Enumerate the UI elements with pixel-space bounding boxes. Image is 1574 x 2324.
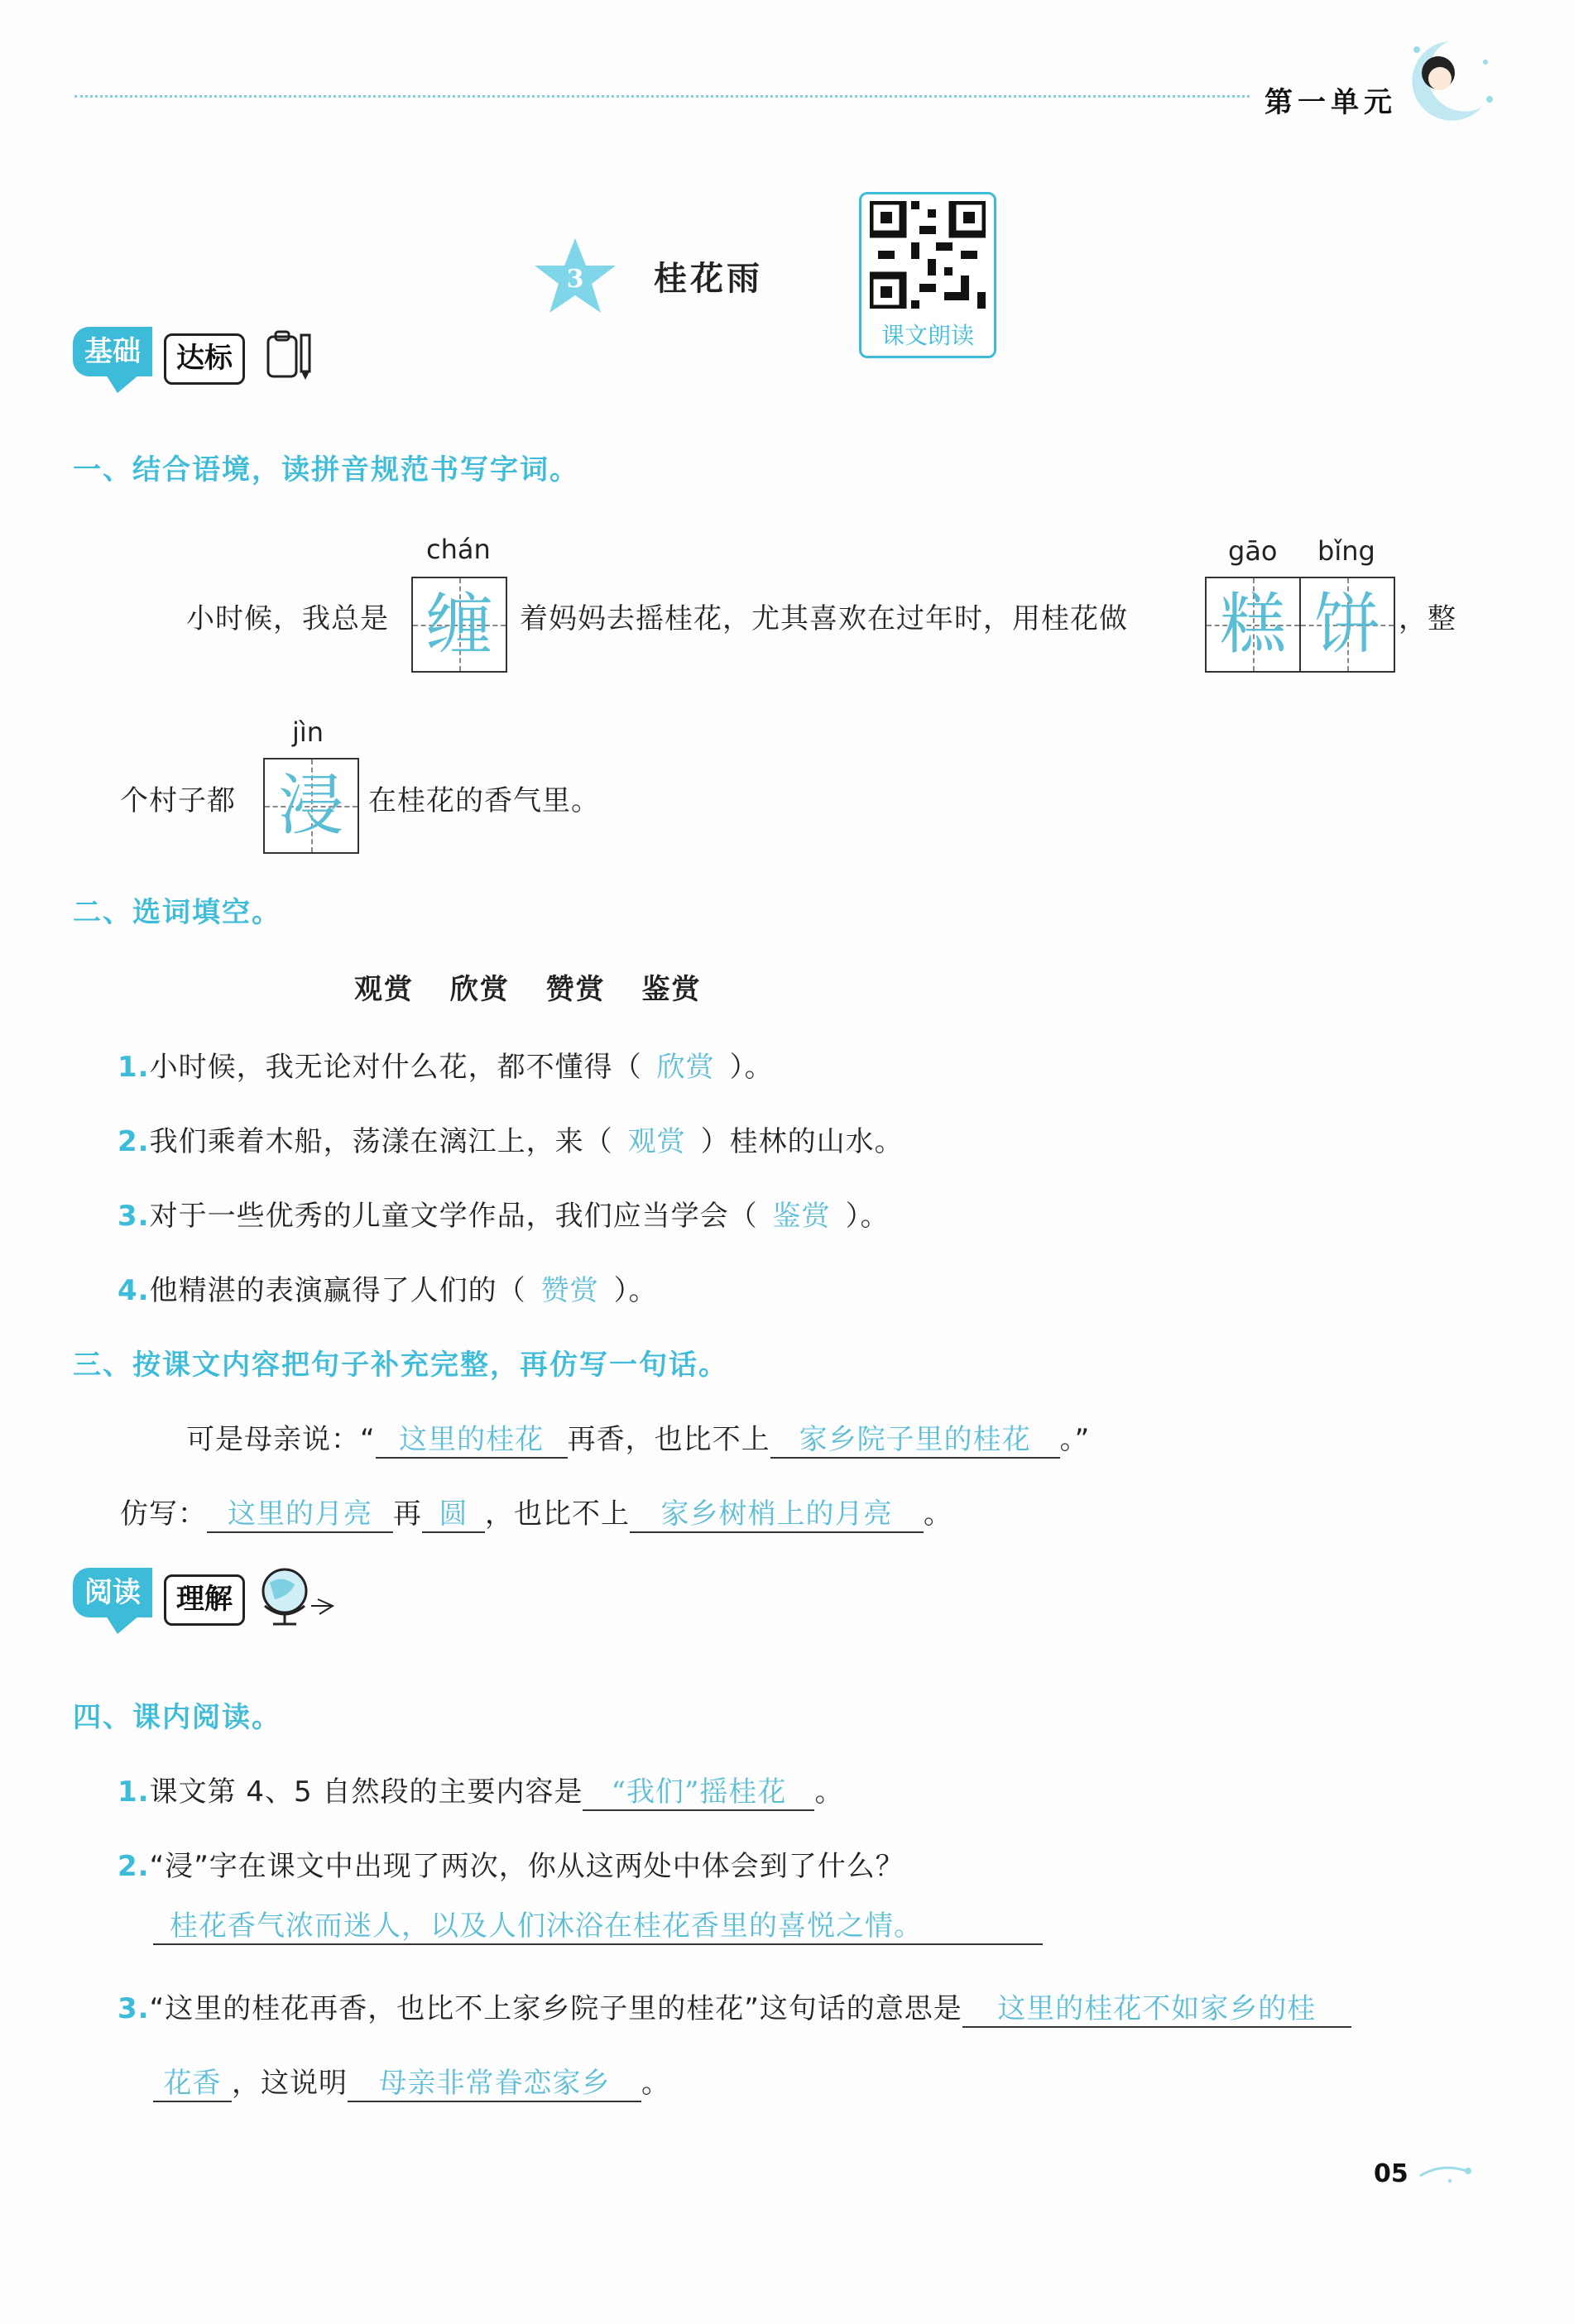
section-badge-basic [73,327,338,385]
q1-line1-part2: 着妈妈去摇桂花，尤其喜欢在过年时，用桂花做 [520,602,1128,635]
q4-item-3-cont: 花香 ，这说明 母亲非常眷恋家乡 。 [153,2060,670,2102]
qr-label: 课文朗读 [881,322,974,349]
badge-sub-label: 达标 [164,333,245,385]
q4-item-2: 2.“浸”字在课文中出现了两次，你从这两处中体会到了什么？ [118,1850,905,1883]
q1-line1-part1: 小时候，我总是 [186,602,389,635]
answer-gao: 糕 [1220,586,1286,663]
answer-jin: 浸 [278,767,344,844]
answer-item-2: 观赏 [627,1125,686,1158]
q3-sentence: 可是母亲说：“ 这里的桂花 再香，也比不上 家乡院子里的桂花 。” [186,1416,1090,1459]
word-choices: 观赏 欣赏 赞赏 鉴赏 [354,973,702,1006]
qr-code-card[interactable] [859,192,996,358]
q1-line2-part1: 个村子都 [120,784,236,817]
question-4-heading: 四、课内阅读。 [73,1701,281,1734]
writing-grid-bing[interactable] [1299,577,1395,673]
header-divider [74,95,1250,98]
decorative-sparkle-icon [1417,2156,1475,2189]
page-number: 05 [1374,2159,1408,2188]
answer-item-4: 赞赏 [540,1274,599,1307]
badge-main-label: 阅读 [73,1568,152,1617]
q1-line1-part3: ，整 [1399,602,1456,635]
q2-item-1: 1.小时候，我无论对什么花，都不懂得（ 欣赏 ）。 [118,1051,774,1084]
mascot-moon-icon [1390,33,1498,124]
q1-line2-part2: 在桂花的香气里。 [368,784,600,817]
q3-imitation: 仿写： 这里的月亮 再 圆 ，也比不上 家乡树梢上的月亮 。 [120,1491,953,1533]
answer-f2: 圆 [422,1491,485,1533]
question-1-heading: 一、结合语境，读拼音规范书写字词。 [73,453,579,486]
badge-sub-label: 理解 [164,1574,245,1626]
q2-item-2: 2.我们乘着木船，荡漾在漓江上，来（ 观赏 ）桂林的山水。 [118,1125,904,1158]
lesson-number: 3 [566,265,584,294]
answer-chan: 缠 [426,586,492,663]
globe-icon [257,1563,339,1629]
lesson-number-star-icon [530,234,621,317]
question-2-heading: 二、选词填空。 [73,896,281,929]
pinyin-jin: jìn [292,716,324,748]
answer-s1: 这里的桂花 [376,1416,568,1459]
answer-q4-3c: 母亲非常眷恋家乡 [348,2060,641,2102]
qr-code-icon [870,201,986,309]
q4-item-1: 1.课文第 4、5 自然段的主要内容是 “我们”摇桂花 。 [118,1769,843,1811]
clipboard-pencil-icon [262,325,319,383]
badge-pointer [106,1616,139,1634]
writing-grid-gao[interactable] [1205,577,1301,673]
answer-f3: 家乡树梢上的月亮 [630,1491,924,1533]
answer-item-3: 鉴赏 [772,1200,831,1233]
question-3-heading: 三、按课文内容把句子补充完整，再仿写一句话。 [73,1349,728,1382]
badge-pointer [106,375,139,393]
answer-item-1: 欣赏 [656,1051,715,1084]
writing-grid-chan[interactable] [411,577,507,673]
answer-f1: 这里的月亮 [207,1491,393,1533]
answer-q4-3a: 这里的桂花不如家乡的桂 [962,1986,1351,2028]
q2-item-3: 3.对于一些优秀的儿童文学作品，我们应当学会（ 鉴赏 ）。 [118,1200,890,1233]
answer-q4-2: 桂花香气浓而迷人，以及人们沐浴在桂花香里的喜悦之情。 [153,1903,1043,1945]
section-badge-reading [73,1568,354,1626]
lesson-title: 桂花雨 [654,260,763,298]
q4-item-2-answer-line [153,1903,1043,1945]
pinyin-gao: gāo [1228,535,1278,567]
unit-label: 第一单元 [1264,86,1397,119]
answer-s2: 家乡院子里的桂花 [770,1416,1060,1459]
answer-q4-3b: 花香 [153,2060,232,2102]
answer-bing: 饼 [1314,586,1380,663]
q4-item-3: 3.“这里的桂花再香，也比不上家乡院子里的桂花”这句话的意思是 这里的桂花不如家乡的桂 [118,1986,1351,2028]
writing-grid-jin[interactable] [263,758,359,854]
pinyin-bing: bǐng [1317,535,1375,567]
q2-item-4: 4.他精湛的表演赢得了人们的（ 赞赏 ）。 [118,1274,658,1307]
badge-main-label: 基础 [73,327,152,376]
pinyin-chan: chán [426,534,491,565]
answer-q4-1: “我们”摇桂花 [583,1769,814,1811]
